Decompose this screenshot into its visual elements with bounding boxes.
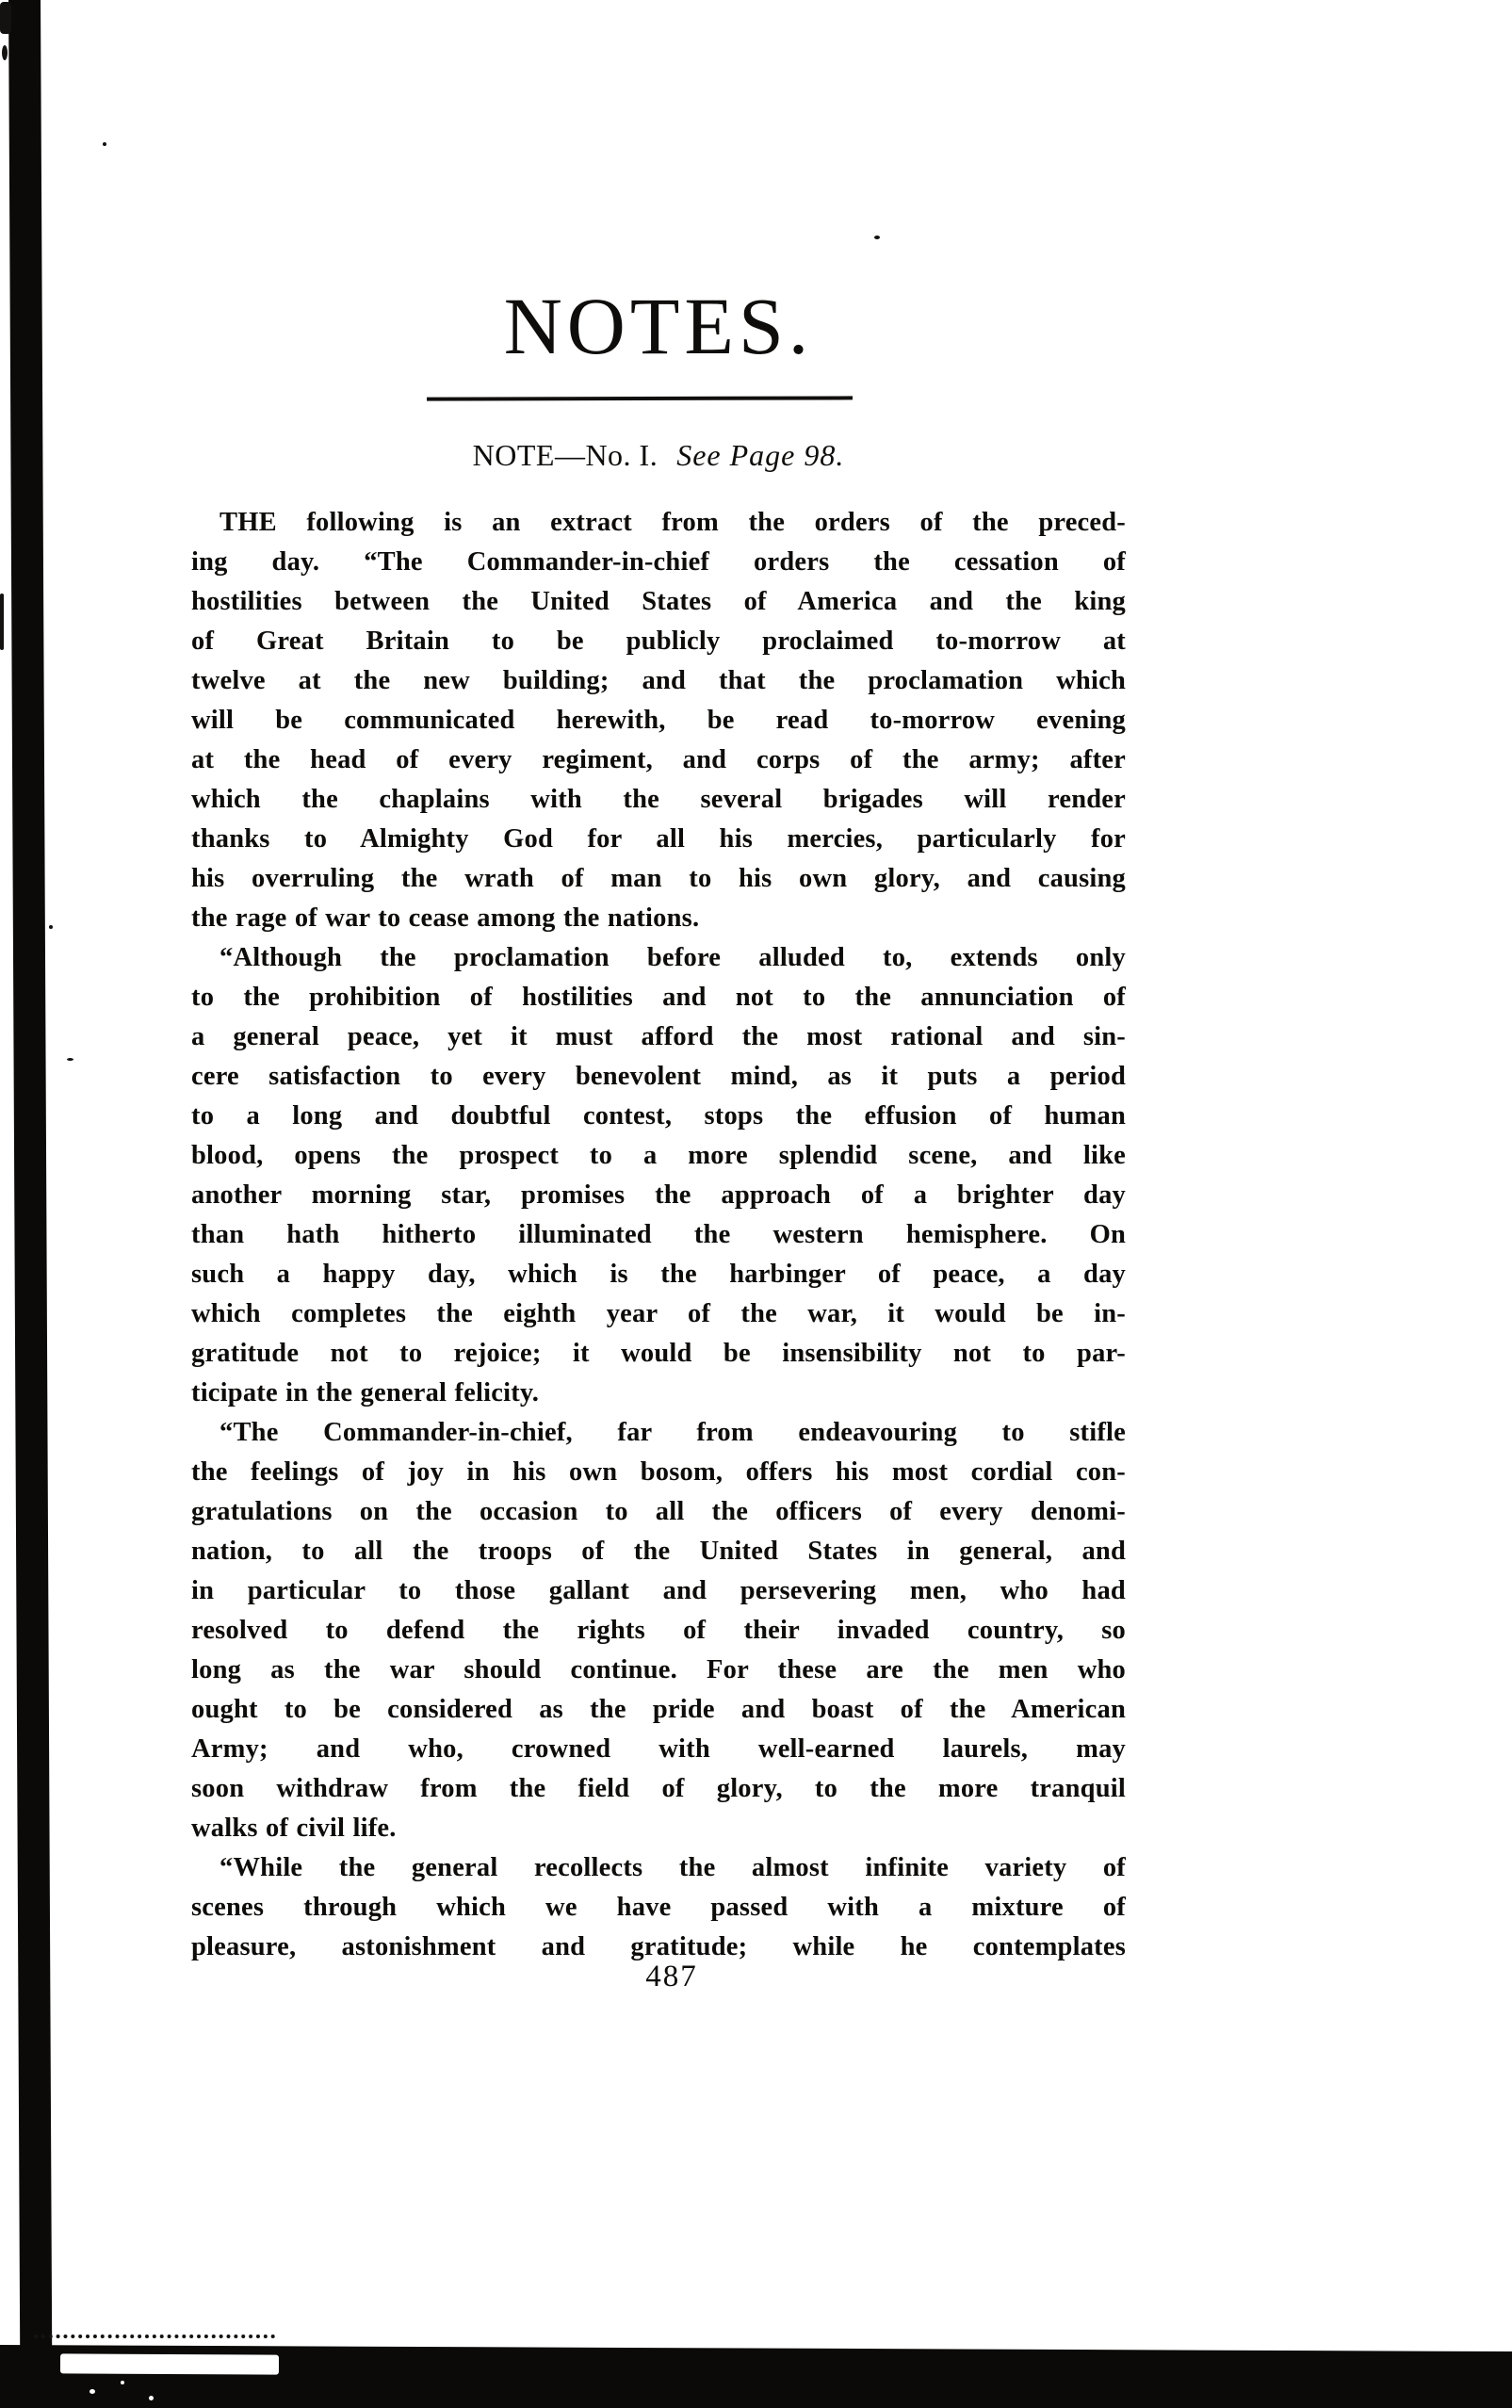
text-line: scenes through which we have passed with a mixture of — [191, 1893, 1126, 1922]
text-line: of Great Britain to be publicly proclaimed to-morrow at — [191, 626, 1126, 656]
text-line: gratitude not to rejoice; it would be insensibility not to par- — [191, 1339, 1126, 1368]
text-line: hostilities between the United States of America and the king — [191, 587, 1126, 616]
text-line: pleasure, astonishment and gratitude; while he contemplates — [191, 1932, 1126, 1961]
text-line: the feelings of joy in his own bosom, offers his most cordial con- — [191, 1457, 1126, 1487]
text-line: gratulations on the occasion to all the officers of every denomi- — [191, 1497, 1126, 1526]
scan-speck — [67, 1058, 73, 1061]
text-line: ought to be considered as the pride and boast of the American — [191, 1695, 1126, 1724]
scan-speck — [158, 2367, 166, 2370]
text-line: nation, to all the troops of the United States in general, and — [191, 1537, 1126, 1566]
scan-white-patch-artifact — [60, 2353, 279, 2374]
page-title: NOTES. — [503, 281, 814, 371]
text-line: twelve at the new building; and that the proclamation which — [191, 666, 1126, 695]
text-line: such a happy day, which is the harbinger of peace, a day — [191, 1260, 1126, 1289]
note-heading-reference: See Page 98. — [676, 438, 845, 472]
scan-speck — [49, 925, 53, 929]
text-line: blood, opens the prospect to a more splendid scene, and like — [191, 1141, 1126, 1170]
text-line: the rage of war to cease among the nations. — [191, 903, 700, 933]
scan-speck — [103, 142, 106, 146]
title-divider-rule — [427, 396, 853, 400]
text-line: will be communicated herewith, be read to-morrow evening — [191, 706, 1126, 735]
scan-speck — [2, 45, 8, 60]
note-heading — [191, 439, 1126, 472]
text-line: soon withdraw from the field of glory, to the more tranquil — [191, 1774, 1126, 1803]
text-line: than hath hitherto illuminated the western hemisphere. On — [191, 1220, 1126, 1249]
text-line: “The Commander-in-chief, far from endeavouring to stifle — [219, 1418, 1126, 1447]
page-number: 487 — [645, 1960, 698, 1993]
text-line: a general peace, yet it must afford the most rational and sin- — [191, 1022, 1126, 1051]
text-line: thanks to Almighty God for all his mercies, particularly for — [191, 824, 1126, 854]
text-line: which the chaplains with the several brigades will render — [191, 785, 1126, 814]
text-line: resolved to defend the rights of their invaded country, so — [191, 1616, 1126, 1645]
text-line: Army; and who, crowned with well-earned laurels, may — [191, 1734, 1126, 1764]
text-line: long as the war should continue. For these are the men who — [191, 1655, 1126, 1684]
scan-speck — [0, 2, 11, 34]
scan-speck — [121, 2381, 124, 2384]
text-line: at the head of every regiment, and corps of the army; after — [191, 745, 1126, 774]
scan-dotted-artifact — [34, 2335, 275, 2338]
text-line: another morning star, promises the approach of a brighter day — [191, 1180, 1126, 1210]
text-line: ticipate in the general felicity. — [191, 1378, 540, 1407]
text-line: “Although the proclamation before alluded to, extends only — [219, 943, 1126, 972]
text-line: in particular to those gallant and persevering men, who had — [191, 1576, 1126, 1605]
scan-speck — [89, 2389, 95, 2394]
text-line: walks of civil life. — [191, 1814, 397, 1843]
text-column — [191, 0, 1126, 2408]
text-line: “While the general recollects the almost infinite variety of — [219, 1853, 1126, 1882]
text-line: ing day. “The Commander-in-chief orders the cessation of — [191, 547, 1126, 577]
scan-speck — [149, 2396, 154, 2400]
body-paragraphs — [191, 503, 1126, 1967]
text-line: cere satisfaction to every benevolent mind, as it puts a period — [191, 1062, 1126, 1091]
scan-speck — [0, 594, 4, 650]
text-line: to a long and doubtful contest, stops the effusion of human — [191, 1101, 1126, 1131]
note-heading-label: NOTE—No. I. — [472, 438, 658, 472]
text-line: THE following is an extract from the orders of the preced- — [219, 508, 1126, 537]
text-line: to the prohibition of hostilities and not to the annunciation of — [191, 983, 1126, 1012]
scan-left-edge-artifact — [8, 0, 52, 2357]
text-line: his overruling the wrath of man to his own glory, and causing — [191, 864, 1126, 893]
text-line: which completes the eighth year of the war, it would be in- — [191, 1299, 1126, 1328]
